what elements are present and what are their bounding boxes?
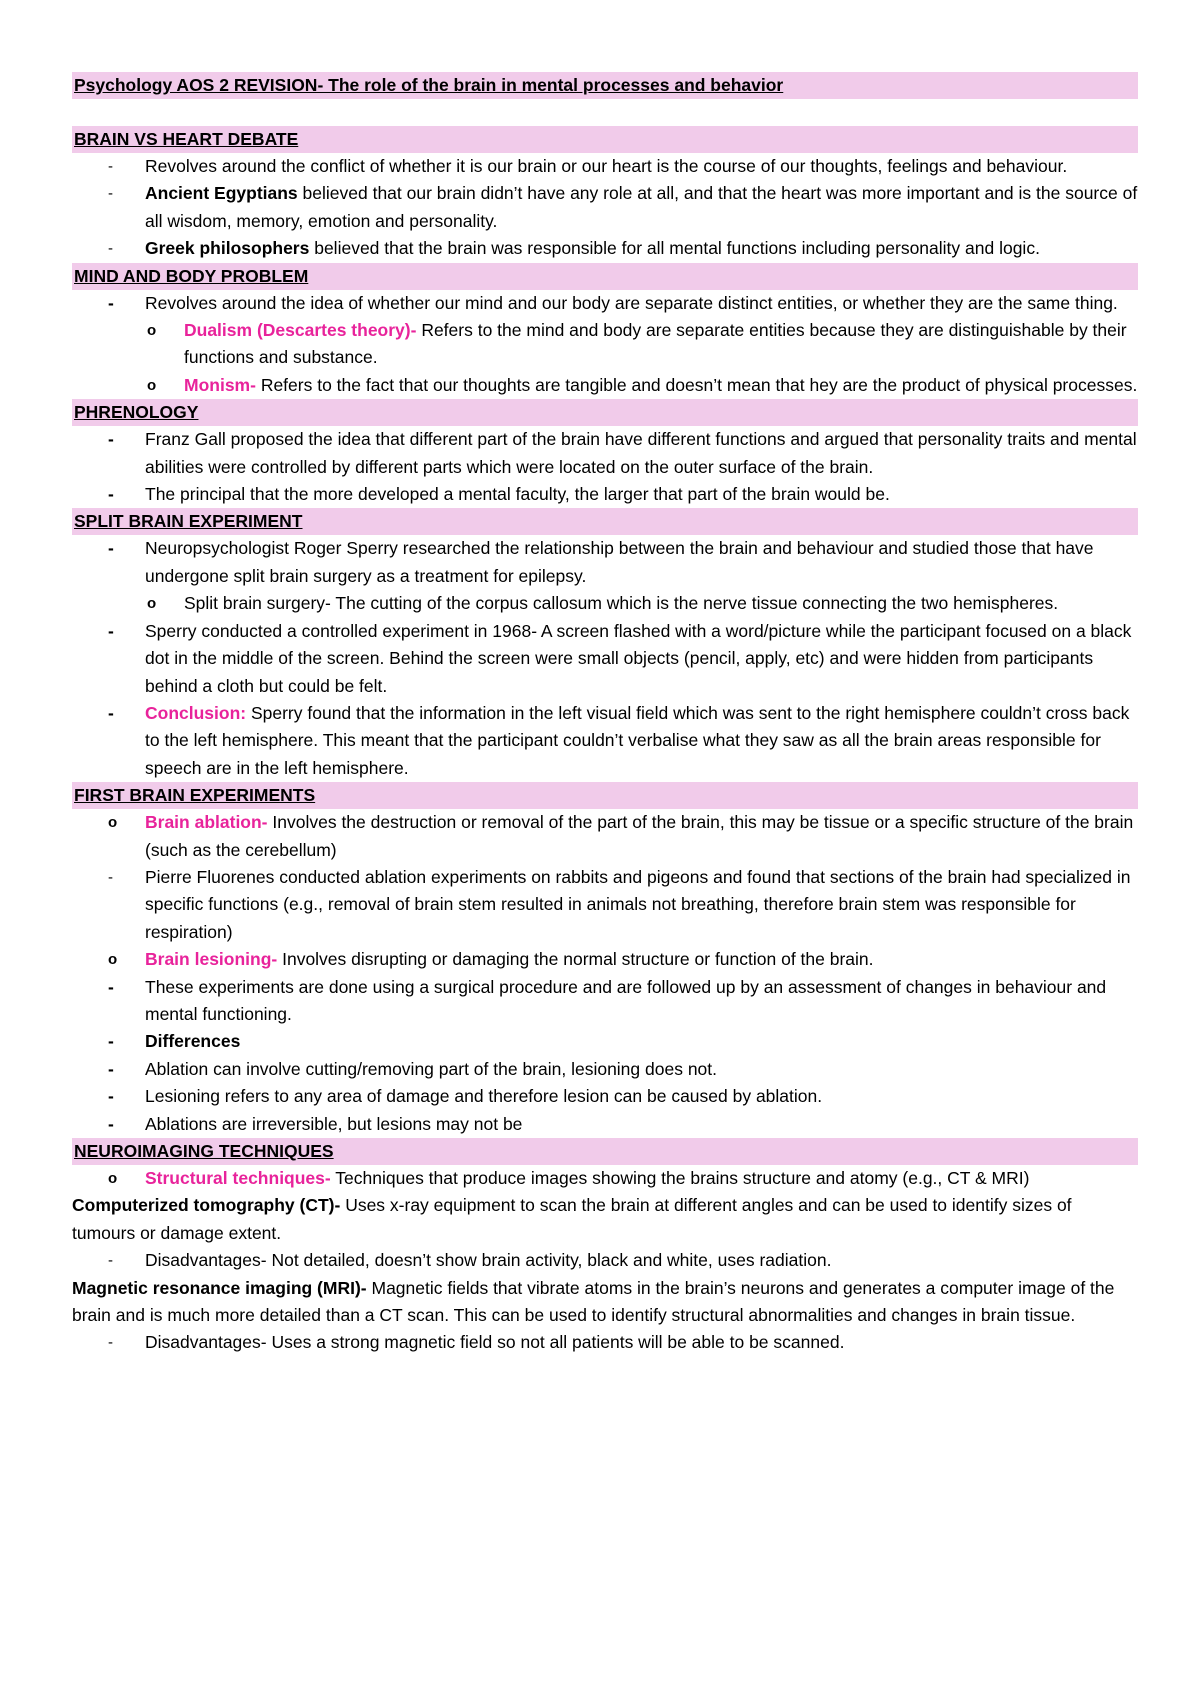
list-item: - Disadvantages- Not detailed, doesn’t show brain activity, black and white, uses radiation. — [72, 1247, 1138, 1274]
paragraph-mri: Magnetic resonance imaging (MRI)- Magnetic fields that vibrate atoms in the brain’s neurons and generates a computer image of the brain and is much more detailed than a CT scan. This can be used to identify structural abnormalities and changes in brain tissue. — [72, 1277, 1115, 1326]
list-item: - Revolves around the idea of whether our mind and our body are separate distinct entities, or whether they are the same thing. — [72, 290, 1138, 317]
list-item: - Greek philosophers believed that the brain was responsible for all mental functions including personality and logic. — [72, 235, 1138, 262]
list-item: - Ablations are irreversible, but lesions may not be — [72, 1111, 1138, 1138]
dash-bullet: - — [108, 158, 113, 175]
dash-bullet: - — [108, 1086, 114, 1107]
list-item: o Brain lesioning- Involves disrupting or damaging the normal structure or function of the brain. — [72, 946, 1138, 973]
dash-bullet: - — [108, 1031, 114, 1052]
list-item: - Neuropsychologist Roger Sperry researched the relationship between the brain and behaviour and studied those that have undergone split brain surgery as a treatment for epilepsy. — [72, 535, 1138, 590]
circle-bullet: o — [147, 595, 157, 613]
sub-list-item: o Monism- Refers to the fact that our thoughts are tangible and doesn’t mean that hey are the product of physical processes. — [72, 372, 1138, 399]
dash-bullet: - — [108, 1113, 114, 1134]
dash-bullet: - — [108, 1252, 113, 1270]
circle-bullet: o — [147, 376, 157, 394]
heading-brain-vs-heart: BRAIN VS HEART DEBATE — [72, 126, 1138, 153]
document-title: Psychology AOS 2 REVISION- The role of the brain in mental processes and behavior — [72, 72, 1138, 99]
paragraph-ct: Computerized tomography (CT)- Uses x-ray equipment to scan the brain at different angles and can be used to identify sizes of tumours or damage extent. — [72, 1195, 1072, 1243]
document-content — [72, 72, 1138, 1357]
dash-bullet: - — [108, 620, 114, 641]
dash-bullet: - — [108, 1058, 114, 1079]
heading-mind-body: MIND AND BODY PROBLEM — [72, 263, 1138, 290]
list-item: o Brain ablation- Involves the destruction or removal of the part of the brain, this may be tissue or a specific structure of the brain (such as the cerebellum) — [72, 809, 1138, 864]
heading-neuroimaging: NEUROIMAGING TECHNIQUES — [72, 1138, 1138, 1165]
dash-bullet: - — [108, 702, 114, 723]
dash-bullet: - — [108, 429, 114, 450]
circle-bullet: o — [147, 322, 157, 340]
dash-bullet: - — [108, 185, 113, 203]
list-item: - Lesioning refers to any area of damage and therefore lesion can be caused by ablation. — [72, 1083, 1138, 1110]
list-item: - These experiments are done using a surgical procedure and are followed up by an assessment of changes in behaviour and mental functioning. — [72, 974, 1138, 1029]
list-item: o Structural techniques- Techniques that produce images showing the brains structure and atomy (e.g., CT & MRI) — [72, 1165, 1138, 1192]
list-item: - Differences — [72, 1028, 1138, 1055]
list-item: - Disadvantages- Uses a strong magnetic field so not all patients will be able to be scanned. — [72, 1329, 1138, 1356]
circle-bullet: o — [108, 951, 118, 969]
list-item: - Pierre Fluorenes conducted ablation experiments on rabbits and pigeons and found that sections of the brain had specialized in specific functions (e.g., removal of brain stem resulted in animals not breathing, therefore brain stem was responsible for respiration) — [72, 864, 1138, 946]
dash-bullet: - — [108, 240, 113, 258]
list-item: - Sperry conducted a controlled experiment in 1968- A screen flashed with a word/picture while the participant focused on a black dot in the middle of the screen. Behind the screen were small objects (pencil, apply, etc) and were hidden from participants behind a cloth but could be felt. — [72, 618, 1138, 700]
list-item: - Ablation can involve cutting/removing part of the brain, lesioning does not. — [72, 1056, 1138, 1083]
list-item: - Franz Gall proposed the idea that different part of the brain have different functions and argued that personality traits and mental abilities were controlled by different parts which were located on the outer surface of the brain. — [72, 426, 1138, 481]
list-item: - Conclusion: Sperry found that the information in the left visual field which was sent to the right hemisphere couldn’t cross back to the left hemisphere. This meant that the participant couldn’t verbalise what they saw as all the brain areas responsible for speech are in the left hemisphere. — [72, 700, 1138, 782]
dash-bullet: - — [108, 868, 113, 886]
list-item: - Revolves around the conflict of whether it is our brain or our heart is the course of our thoughts, feelings and behaviour. — [72, 153, 1138, 180]
heading-first-brain-experiments: FIRST BRAIN EXPERIMENTS — [72, 782, 1138, 809]
dash-bullet: - — [108, 976, 114, 997]
circle-bullet: o — [108, 1170, 118, 1187]
dash-bullet: - — [108, 1334, 113, 1352]
dash-bullet: - — [108, 484, 114, 505]
sub-list-item: o Dualism (Descartes theory)- Refers to the mind and body are separate entities because they are distinguishable by their functions and substance. — [72, 317, 1138, 372]
sub-list-item: o Split brain surgery- The cutting of the corpus callosum which is the nerve tissue connecting the two hemispheres. — [72, 590, 1138, 617]
heading-split-brain: SPLIT BRAIN EXPERIMENT — [72, 508, 1138, 535]
list-item: - The principal that the more developed a mental faculty, the larger that part of the brain would be. — [72, 481, 1138, 508]
circle-bullet: o — [108, 814, 118, 832]
heading-phrenology: PHRENOLOGY — [72, 399, 1138, 426]
dash-bullet: - — [108, 538, 114, 559]
list-item: - Ancient Egyptians believed that our brain didn’t have any role at all, and that the heart was more important and is the source of all wisdom, memory, emotion and personality. — [72, 180, 1138, 235]
dash-bullet: - — [108, 292, 114, 313]
